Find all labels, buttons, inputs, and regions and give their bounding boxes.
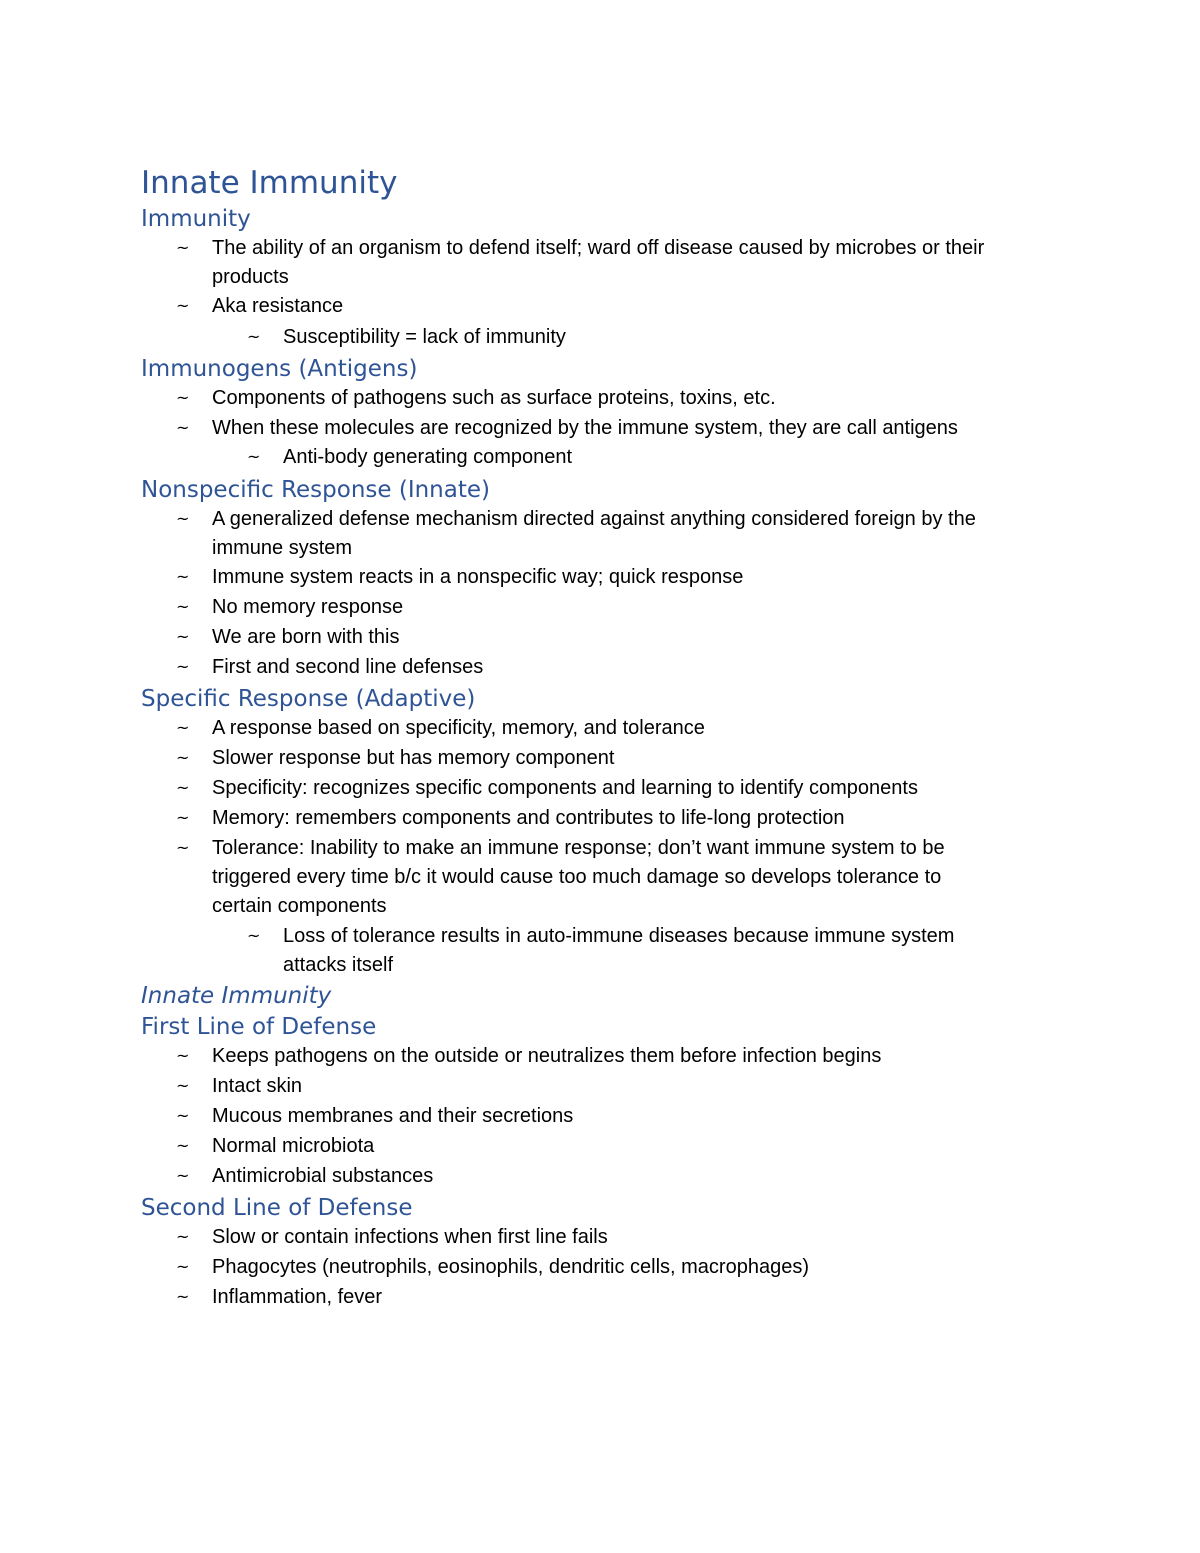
tilde-bullet-icon: ~ xyxy=(176,778,190,797)
tilde-bullet-icon: ~ xyxy=(176,838,190,857)
tilde-bullet-icon: ~ xyxy=(176,657,190,676)
tilde-bullet-icon: ~ xyxy=(176,718,190,737)
tilde-bullet-icon: ~ xyxy=(176,1046,190,1065)
tilde-bullet-icon: ~ xyxy=(247,327,261,346)
tilde-bullet-icon: ~ xyxy=(176,1287,190,1306)
tilde-bullet-icon: ~ xyxy=(176,1227,190,1246)
tilde-bullet-icon: ~ xyxy=(176,1106,190,1125)
tilde-bullet-icon: ~ xyxy=(176,418,190,437)
tilde-bullet-icon: ~ xyxy=(176,1257,190,1276)
tilde-bullet-icon: ~ xyxy=(176,748,190,767)
tilde-bullet-icon: ~ xyxy=(176,388,190,407)
section-heading-immunogens: Immunogens (Antigens) xyxy=(141,356,418,382)
tilde-bullet-icon: ~ xyxy=(176,627,190,646)
tilde-bullet-icon: ~ xyxy=(176,1166,190,1185)
section-heading-immunity: Immunity xyxy=(141,206,251,232)
tilde-bullet-icon: ~ xyxy=(176,597,190,616)
tilde-bullet-icon: ~ xyxy=(176,1076,190,1095)
tilde-bullet-icon: ~ xyxy=(176,296,190,315)
tilde-bullet-icon: ~ xyxy=(247,447,261,466)
section-heading-specific-response: Specific Response (Adaptive) xyxy=(141,686,476,712)
section-heading-second-line-of-defense: Second Line of Defense xyxy=(141,1195,413,1221)
document-page: Innate Immunity Immunity ~ The ability of an organism to defend itself; ward off disease caused by microbes or their products ~ Aka resistance ~ Susceptibility = lack of immunity Immunogens (Antigens) ~ Components of pathogens such as surface proteins, toxins, etc. ~ When these molecules are recognized by the immune system, they are call antigens ~ Anti-body generating component Nonspecific Response (Innate) ~ A generalized defense mechanism directed against anything considered foreign by the immune system ~ Immune system reacts in a nonspecific way; quick response ~ No memory response ~ We are born with this ~ First and second line defenses Specific Response (Adaptive) ~ A response based on specificity, memory, and tolerance ~ Slower response but has memory component ~ Specificity: recognizes specific components and learning to identify components ~ Memory: remembers components and contributes to life-long protection ~ Tolerance: Inability to make an immune response; don’t want immune system to be triggered every time b/c it would cause too much damage so develops tolerance to certain components ~ Loss of tolerance results in auto-immune diseases because immune system attacks itself Innate Immunity First Line of Defense ~ Keeps pathogens on the outside or neutralizes them before infection begins ~ Intact skin ~ Mucous membranes and their secretions ~ Normal microbiota ~ Antimicrobial substances Second Line of Defense ~ Slow or contain infections when first line fails ~ Phagocytes (neutrophils, eosinophils, dendritic cells, macrophages) ~ Inflammation, fever xyxy=(0,0,1200,1553)
section-heading-nonspecific-response: Nonspecific Response (Innate) xyxy=(141,477,490,503)
tilde-bullet-icon: ~ xyxy=(176,567,190,586)
page-title: Innate Immunity xyxy=(141,165,398,201)
section-heading-first-line-of-defense: First Line of Defense xyxy=(141,1014,377,1040)
tilde-bullet-icon: ~ xyxy=(176,1136,190,1155)
section-heading-innate-immunity: Innate Immunity xyxy=(141,983,332,1009)
tilde-bullet-icon: ~ xyxy=(176,509,190,528)
tilde-bullet-icon: ~ xyxy=(176,238,190,257)
tilde-bullet-icon: ~ xyxy=(247,926,261,945)
tilde-bullet-icon: ~ xyxy=(176,808,190,827)
